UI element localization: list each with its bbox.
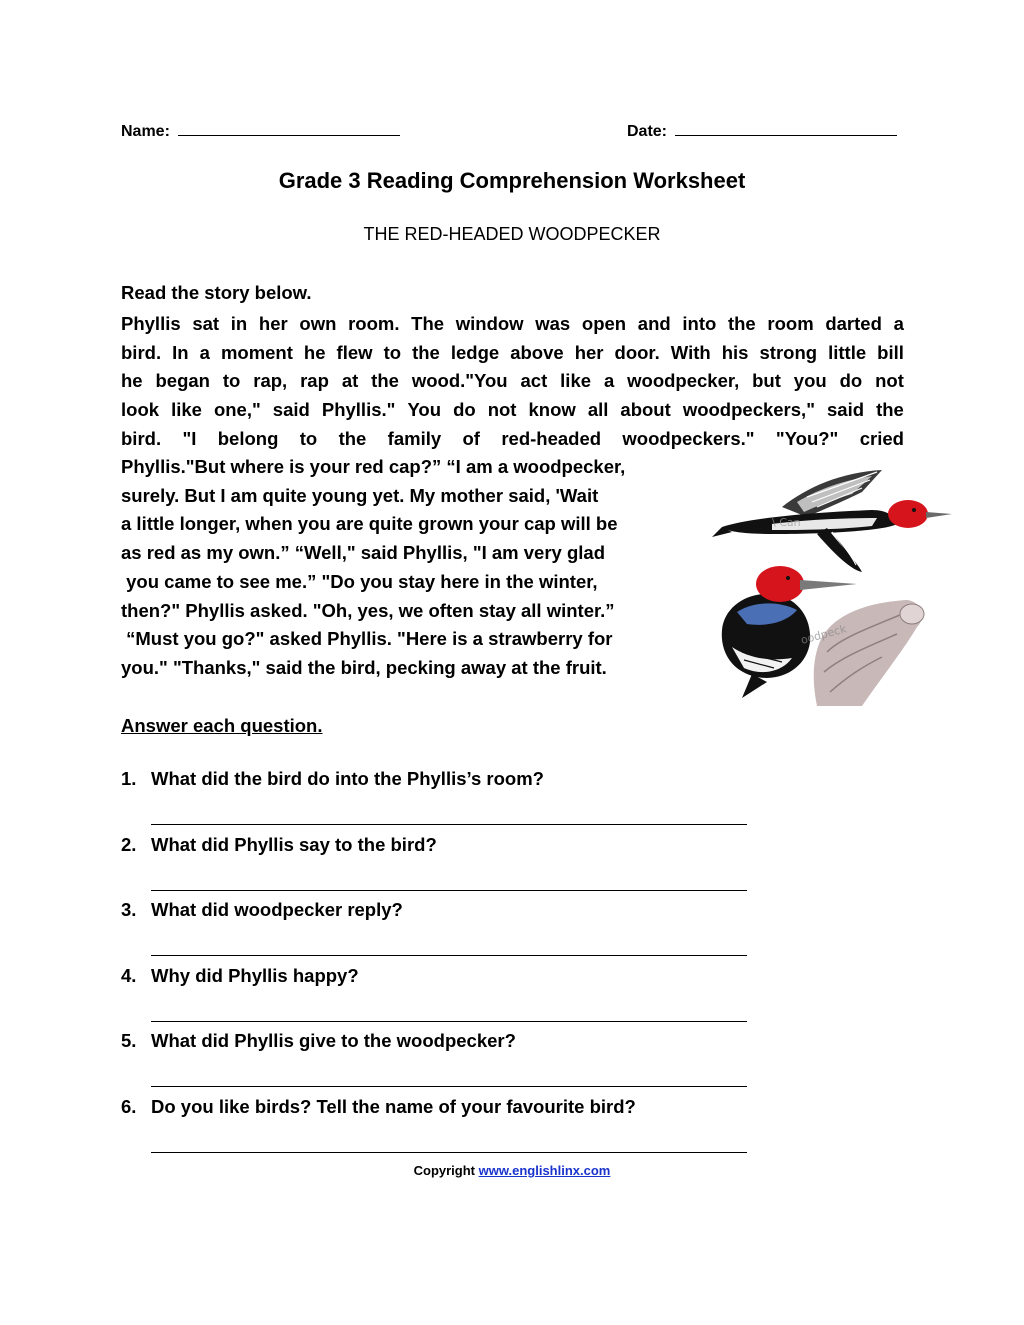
copyright-link[interactable]: www.englishlinx.com [478,1163,611,1178]
story-word: family [387,427,442,449]
story-word: woodpeckers," [682,399,815,421]
story-word: his [721,341,749,363]
story-word: Phyllis [121,313,181,334]
story-word: a [603,370,615,392]
answer-line[interactable] [151,1152,747,1153]
story-word: not [875,370,904,392]
date-blank-line[interactable] [675,135,897,136]
story-word: rap, [253,370,288,392]
story-word: ledge [450,341,500,363]
story-word: Phyllis." [321,399,396,421]
story-word: know [528,399,576,421]
story-word: room. [348,313,400,334]
story-word: to [383,341,402,363]
story-word: the [412,341,440,363]
date-field[interactable] [627,123,897,141]
story-word: about [620,399,671,421]
story-word: flew [336,341,373,363]
story-word: above [510,341,564,363]
story-word: bird. [121,341,162,363]
story-word: said [272,399,310,421]
copyright-footer [0,1163,1024,1178]
question-text: What did the bird do into the Phyllis’s room? [151,768,544,789]
story-word: like [560,370,592,392]
story-word: her [574,341,604,363]
story-word: do [453,399,476,421]
question-item [121,965,359,987]
story-word: room [767,313,814,334]
story-word: "You?" [775,427,839,449]
story-word: the [876,399,904,421]
story-word: began [155,370,210,392]
story-word: a [893,313,904,334]
story-word: woodpecker, [627,370,740,392]
question-item [121,1030,516,1052]
answer-line[interactable] [151,955,747,956]
question-number: 2. [121,833,137,855]
story-line: you." "Thanks," said the bird, pecking away at the fruit. [121,656,607,678]
question-item [121,768,544,790]
instruction-text: Read the story below. [121,282,312,303]
story-word: one," [213,399,261,421]
story-word: the [371,370,399,392]
story-word: window [455,313,524,334]
answer-line[interactable] [151,1021,747,1022]
question-number: 3. [121,899,137,920]
story-word: red-headed [501,427,602,449]
question-number: 1. [121,768,137,789]
story-line [121,425,904,454]
story-word: do [839,370,863,392]
perched-woodpecker-icon [722,566,924,706]
story-word: all [587,399,609,421]
date-label: Date: [627,123,668,140]
story-word: at [341,370,359,392]
story-word: woodpeckers." [622,427,755,449]
story-line: a little longer, when you are quite grown your cap will be [121,513,618,535]
answer-line[interactable] [151,1086,747,1087]
story-word: in [230,313,248,334]
story-word: sat [192,313,220,334]
svg-text:oodpeck: oodpeck [799,622,848,647]
story-word: wood."You [411,370,508,392]
flying-woodpecker-icon [712,470,952,572]
story-word: door. [614,341,660,363]
story-word: In [172,341,189,363]
story-word: "I [182,427,197,449]
question-item [121,899,403,921]
story-line [121,367,904,396]
question-text: What did woodpecker reply? [151,899,403,920]
story-line [121,310,904,339]
svg-text:\ Can: \ Can [772,516,801,529]
story-line [121,396,904,425]
story-word: but [752,370,781,392]
story-line: Phyllis."But where is your red cap?” “I am a woodpecker, [121,456,626,477]
story-word: look [121,399,160,421]
copyright-label: Copyright [413,1163,476,1178]
story-word: rap [300,370,329,392]
story-title: THE RED-HEADED WOODPECKER [363,224,661,244]
story-line: then?" Phyllis asked. "Oh, yes, we often stay all winter.” [121,599,615,621]
answer-heading: Answer each question. [121,715,323,736]
story-word: belong [217,427,279,449]
story-word: a [199,341,210,363]
story-word: own [299,313,337,334]
story-line [121,339,904,368]
story-word: strong [759,341,818,363]
story-word: the [727,313,756,334]
name-field[interactable] [121,123,400,141]
story-word: With [670,341,711,363]
question-text: What did Phyllis give to the woodpecker? [151,1030,516,1051]
story-word: the [338,427,367,449]
name-blank-line[interactable] [178,135,400,136]
question-text: Why did Phyllis happy? [151,964,359,986]
story-word: of [462,427,480,449]
story-word: to [222,370,241,392]
story-line: you came to see me.” "Do you stay here in the winter, [121,570,598,592]
answer-line[interactable] [151,824,747,825]
story-word: cried [859,427,904,449]
question-text: What did Phyllis say to the bird? [151,833,437,855]
story-word: he [303,341,326,363]
name-label: Name: [121,123,170,140]
question-number: 4. [121,964,137,986]
story-word: said [827,399,865,421]
story-word: he [121,370,143,392]
story-line: “Must you go?" asked Phyllis. "Here is a strawberry for [121,628,613,650]
question-text: Do you like birds? Tell the name of your favourite bird? [151,1095,636,1117]
story-word: darted [825,313,882,334]
story-paragraph-wrapped [121,453,625,683]
story-word: The [411,313,445,334]
story-line: as red as my own.” “Well," said Phyllis, "I am very glad [121,542,605,564]
story-paragraph-full [121,310,904,454]
question-number: 6. [121,1095,137,1117]
story-word: act [520,370,548,392]
story-word: bill [877,341,904,363]
story-word: moment [220,341,293,363]
answer-line[interactable] [151,890,747,891]
story-word: not [487,399,517,421]
story-line: surely. But I am quite young yet. My mother said, 'Wait [121,484,599,506]
story-word: her [258,313,288,334]
story-word: was [535,313,571,334]
story-word: You [407,399,442,421]
story-word: into [682,313,717,334]
question-number: 5. [121,1030,137,1051]
question-item [121,834,437,856]
story-word: little [828,341,867,363]
story-word: like [171,399,202,421]
worksheet-title: Grade 3 Reading Comprehension Worksheet [278,168,746,193]
story-word: open [581,313,627,334]
woodpecker-illustration [712,462,958,706]
question-item [121,1096,636,1118]
story-word: to [299,427,318,449]
story-word: bird. [121,427,162,449]
story-word: you [793,370,827,392]
story-word: and [637,313,671,334]
